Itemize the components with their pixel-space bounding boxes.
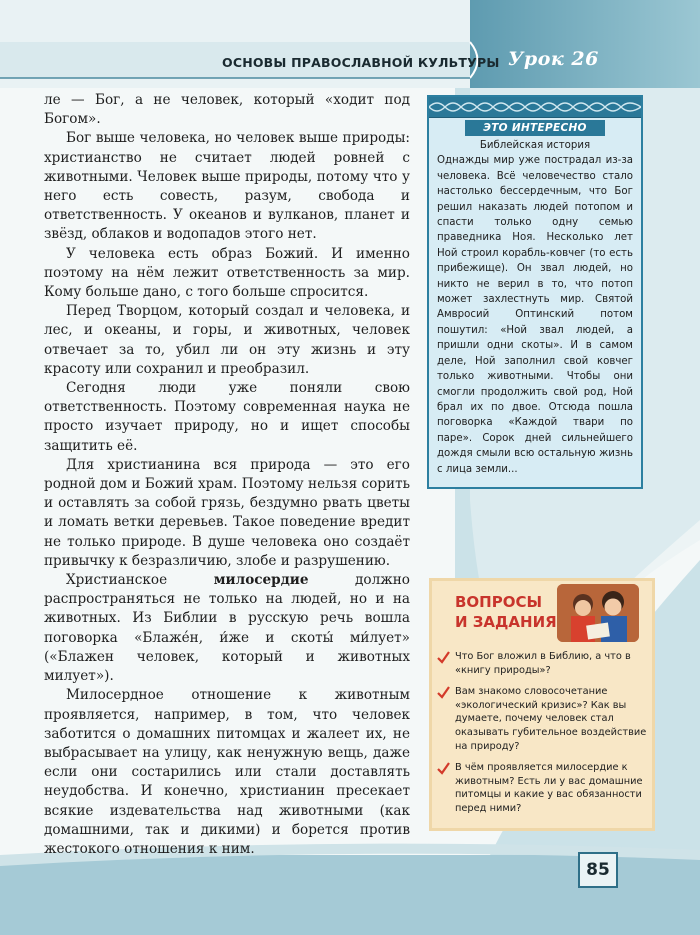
ornament-icon (429, 97, 641, 117)
paragraph-rest: должно распространяться не только на людей, но и на животных. Из Библии в русскую речь вошла поговорка «Блажéн, и́же и скоты́ ми́лует» («Блажен человек, который и животных милует»). (44, 572, 410, 685)
questions-heading-line: И ЗАДАНИЯ (455, 613, 557, 631)
questions-heading-line: ВОПРОСЫ (455, 593, 543, 611)
paragraph: У человека есть образ Божий. И именно поэтому на нём лежит ответственность за мир. Кому больше дано, с того больше спросится. (44, 245, 410, 301)
questions-heading (455, 592, 557, 632)
check-icon (437, 651, 450, 664)
paragraph: Бог выше человека, но человек выше природы: христианство не считает людей ровней с животными. Человек выше природы, потому что у него есть совесть, разум, свобода и ответственность. У океанов и вулканов, планет и звёзд, облаков и водопадов этого нет. (44, 130, 410, 243)
question-item (437, 685, 649, 753)
main-text (44, 91, 410, 859)
interesting-subtitle: Библейская история (479, 140, 591, 151)
term-mercy: милосердие (213, 572, 309, 589)
paragraph-start: Христианское (66, 572, 214, 589)
question-text: Что Бог вложил в Библию, а что в «книгу природы»? (455, 651, 631, 676)
check-icon (437, 762, 450, 775)
page-number: 85 (578, 852, 618, 888)
ornament-band (429, 97, 641, 118)
question-item (437, 650, 649, 677)
paragraph: Милосердное отношение к животным проявляется, например, в том, что человек заботится о домашних питомцах и жалеет их, не выбрасывает на улицу, как ненужную вещь, даже если они состарились или стали доставлять неудобства. И конечно, христианин пресекает всякие издевательства над животными (как домашними, так и дикими) и борется против жестокого отношения к ним. (44, 687, 410, 857)
interesting-box (427, 95, 643, 489)
check-icon (437, 686, 450, 699)
lesson-label: Урок 26 (508, 48, 599, 70)
paragraph (44, 571, 410, 686)
interesting-title: ЭТО ИНТЕРЕСНО (465, 120, 605, 136)
paragraph: Для христианина вся природа — это его родной дом и Божий храм. Поэтому нельзя сорить и оставлять за собой грязь, бездумно рвать цветы и ломать ветки деревьев. Такое поведение вредит не только природе. В душе человека оно создаёт привычку к безразличию, злобе и разрушению. (44, 456, 410, 569)
question-text: Вам знакомо словосочетание «экологический кризис»? Как вы думаете, почему человек стал оказывать губительное воздействие на природу? (455, 686, 647, 752)
paragraph: Сегодня люди уже поняли свою ответственность. Поэтому современная наука не просто изучает природу, но и ищет способы защитить её. (44, 380, 410, 454)
questions-box (429, 578, 655, 831)
paragraph: Перед Творцом, который создал и человека, и лес, и океаны, и горы, и животных, человек отвечает за то, убил ли он эту жизнь и эту красоту или сохранил и преобразил. (44, 303, 410, 377)
paragraph: ле — Бог, а не человек, который «ходит под Богом». (44, 92, 410, 128)
question-item (437, 761, 649, 815)
children-reading-photo (557, 584, 639, 642)
interesting-text: Однажды мир уже пострадал из-за человека. Всё человечество стало настолько бессердечным, что Бог решил наказать людей потопом и спасти только одну семью праведника Ноя. Несколько лет Ной строил корабль-ковчег (то есть прибежище). Он звал людей, но никто не верил в то, что потоп может захлестнуть мир. Святой Амвросий Оптинский потом пошутил: «Ной звал людей, а пришли одни скоты». И в самом деле, Ной заполнил свой ковчег только животными. Чтобы они смогли продолжить свой род, Ной брал их по двое. Отсюда пошла поговорка «Каждой твари по паре». Сорок дней сильнейшего дождя смыли всю остальную жизнь с лица земли... (437, 155, 633, 475)
question-text: В чём проявляется милосердие к животным? Есть ли у вас домашние питомцы и какие у вас обязанности перед ними? (455, 762, 643, 814)
course-title: ОСНОВЫ ПРАВОСЛАВНОЙ КУЛЬТУРЫ (222, 55, 500, 70)
